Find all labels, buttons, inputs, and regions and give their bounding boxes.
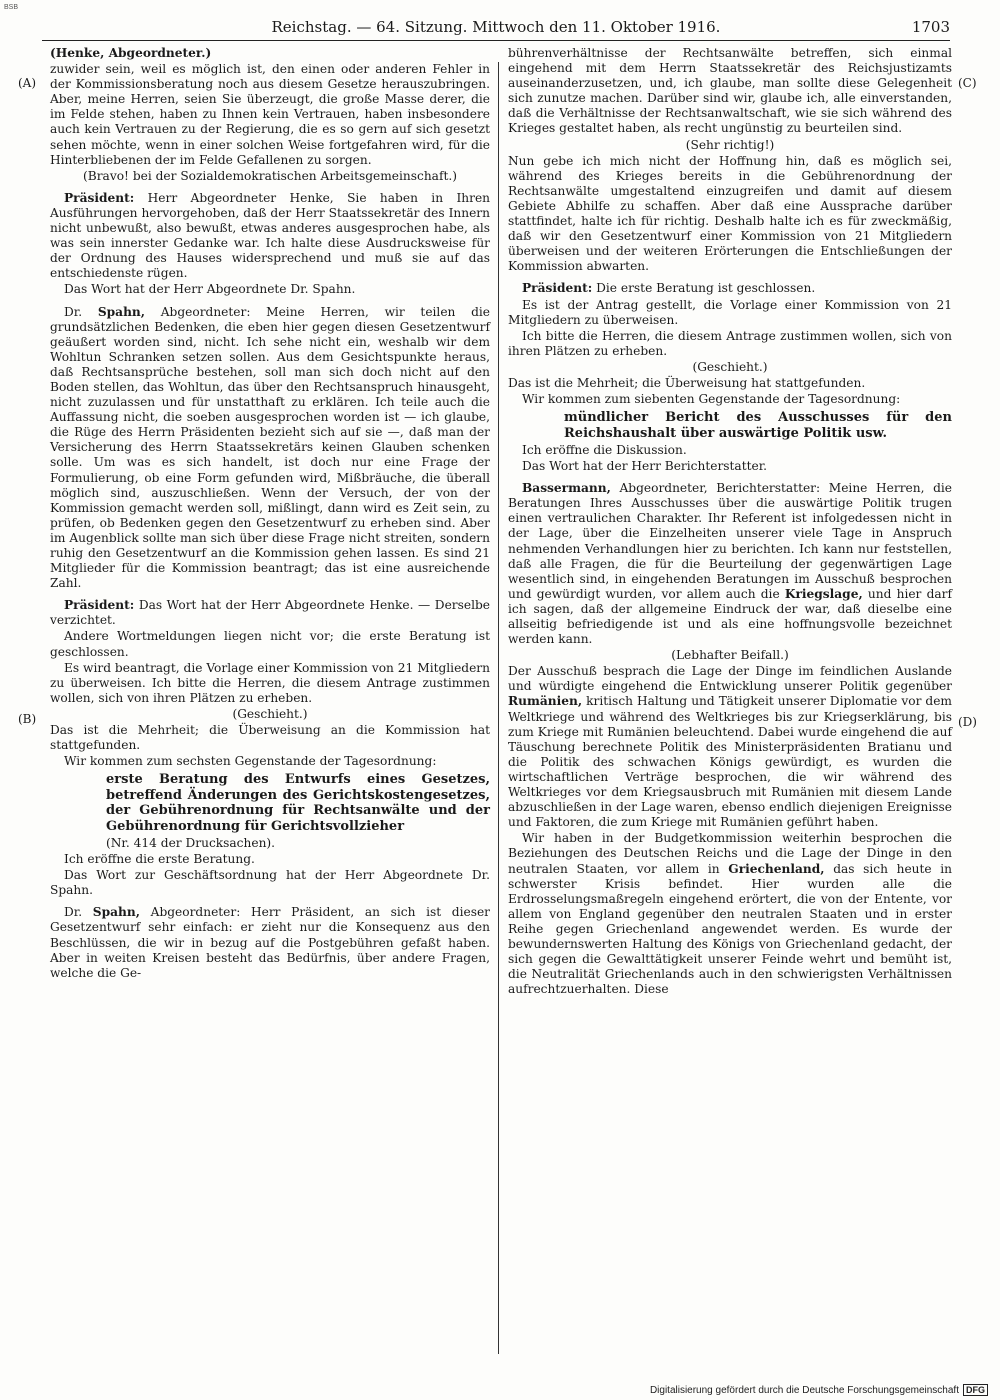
emphasis: Griechenland,: [728, 861, 825, 876]
paragraph: Ich eröffne die erste Beratung.: [64, 852, 255, 867]
agenda-heading: mündlicher Bericht des Ausschusses für den Reichshaushalt über auswärtige Politik usw.: [564, 410, 952, 441]
paragraph: Nun gebe ich mich nicht der Hoffnung hin, daß es möglich sei, während des Krieges bereits in die Gebührenordnung der Rechtsanwälte umgestaltend einzugreifen und damit auf diesem Gebiete Abhilfe zu schaffen. Aber daß eine Aussprache darüber stattfindet, halte ich für richtig. Deshalb halte ich es für zweckmäßig, daß wir den Gesetzentwurf einer Kommission von 21 Mitgliedern überweisen und der weiteren Erörterungen die Entschließungen der Kommission abwarten.: [508, 153, 952, 274]
paragraph: Wir kommen zum siebenten Gegenstande der Tagesordnung:: [522, 392, 901, 407]
speaker-name: Präsident:: [64, 598, 135, 613]
speaker-name: Spahn,: [92, 905, 140, 920]
paragraph: Das ist die Mehrheit; die Überweisung an die Kommission hat stattgefunden.: [50, 723, 490, 753]
speaker-name: Bassermann,: [522, 481, 611, 496]
library-watermark: BSB: [4, 4, 19, 11]
right-column: [508, 46, 952, 998]
paragraph: Präsident: Die erste Beratung ist geschlossen.: [522, 281, 816, 296]
emphasis: Rumänien,: [508, 694, 583, 709]
paragraph: Wir haben in der Budgetkommission weiterhin besprochen die Beziehungen des Deutschen Reichs und die Lage der Dinge in den neutralen Staaten, vor allem in Griechenland, das sich heute in schwerster Krisis befindet. Hier wurden alle die Erdrosselungsmaßregeln eingehend erörtert, die von der Entente, vor allem von England gegenüber den neutralen Staaten und in erster Reihe gegen Griechenland angewendet werden. Es wurde der bewundernswerten Haltung des Königs von Griechenland gedacht, der sich gegen die Gewalttätigkeit unserer Feinde wehrt und bemüht ist, die Neutralität Griechenlands auch in den schwierigsten Verhältnissen aufrechtzuerhalten. Diese: [508, 831, 953, 997]
paragraph: Der Ausschuß besprach die Lage der Dinge im feindlichen Auslande und würdigte eingehend die Entwicklung unserer Politik gegenüber Rumänien, kritisch Haltung und Tätigkeit unserer Diplomatie vor dem Weltkriege und während des Weltkrieges bis zur Kriegserklärung, bis zum Kriege mit Rumänien beleuchtend. Dabei wurde eingehend die auf Täuschung berechnete Politik des Ministerpräsidenten Bratianu und die Politik des schwachen Königs gewürdigt, es wurden die wirtschaftlichen Verträge besprochen, die wir während des Weltkrieges vor dem Kriegsausbruch mit Rumänien mit diesem Lande abzuschließen in der Lage waren, ebenso endlich diejenigen Ereignisse und Faktoren, die zum Kriege mit Rumänien geführt haben.: [508, 664, 952, 830]
agenda-heading: erste Beratung des Entwurfs eines Gesetzes, betreffend Änderungen des Gerichtskostengesetzes, der Gebührenordnung für Rechtsanwälte und der Gebührenordnung für Gerichtsvollzieher: [106, 772, 490, 834]
paragraph: bührenverhältnisse der Rechtsanwälte betreffen, sich einmal eingehend mit dem Herrn Staatssekretär des Reichsjustizamts auseinanderzusetzen, und, ich glaube, man sollte diese Gelegenheit sich zunutze machen. Darüber sind wir, glaube ich, alle einverstanden, daß die Verhältnisse der Rechtsanwaltschaft, wie sie sich während des Krieges gestaltet haben, als recht ungünstig zu beurteilen sind.: [508, 46, 952, 136]
margin-marker-c: (C): [958, 76, 977, 90]
paragraph: Wir kommen zum sechsten Gegenstande der Tagesordnung:: [64, 754, 437, 769]
paragraph: Das Wort hat der Herr Abgeordnete Dr. Spahn.: [64, 282, 356, 297]
paragraph: Andere Wortmeldungen liegen nicht vor; die erste Beratung ist geschlossen.: [50, 629, 490, 659]
footer-text: Digitalisierung gefördert durch die Deutsche Forschungsgemeinschaft: [649, 1384, 959, 1396]
paragraph: Dr. Spahn, Abgeordneter: Meine Herren, wir teilen die grundsätzlichen Bedenken, die eben hier gegen diesen Gesetzentwurf geäußert worden sind, nicht. Ich sehe nicht ein, weshalb wir dem Wohltun Schranken setzen sollen. Aus dem Gesichtspunkte heraus, daß Rechtsansprüche bestehen, soll man sich doch nicht auf den Boden stellen, das Wohltun, das über den Rechtsanspruch hinausgeht, nicht zuzulassen und für unstatthaft zu erklären. Ich teile auch die Auffassung nicht, die soeben ausgesprochen worden ist — ich glaube, die Rüge des Herrn Präsidenten bezieht sich auf sie —, daß man der Versicherung des Herrn Staatssekretärs keinen Glauben schenken solle. Um was es sich handelt, ist doch nur eine Frage der Formulierung, ob eine Form gefunden wird, Mißbräuche, die überall möglich sind, auszuschließen. Wenn der Versuch, der von der Kommission gemacht werden soll, mißlingt, dann wird es Zeit sein, zu prüfen, ob Bedenken gegen den Gesetzentwurf zu erheben sind. Aber im Augenblick sollte man sich über diese Frage nicht streiten, sondern ruhig den Gesetzentwurf an die Kommission gehen lassen. Es sind 21 Mitglieder für die Kommission beantragt; das ist eine ausreichende Zahl.: [50, 304, 491, 591]
paragraph: Es wird beantragt, die Vorlage einer Kommission von 21 Mitgliedern zu überweisen. Ich bitte die Herren, die diesem Antrage zustimmen wollen, sich von ihren Plätzen zu erheben.: [50, 660, 490, 705]
paragraph: Dr. Spahn, Abgeordneter: Herr Präsident, an sich ist dieser Gesetzentwurf sehr einfach: er zieht nur die Konsequenz aus den Beschlüssen, die wir in bezug auf die Postgebühren gefaßt haben. Aber in weiten Kreisen besteht das Bedürfnis, über andere Fragen, welche die Ge-: [50, 905, 491, 980]
paragraph: Präsident: Das Wort hat der Herr Abgeordnete Henke. — Derselbe verzichtet.: [50, 598, 490, 628]
speaker-continuation: (Henke, Abgeordneter.): [50, 46, 212, 60]
paragraph: Ich eröffne die Diskussion.: [522, 442, 687, 457]
speaker-name: Präsident:: [64, 190, 135, 205]
column-divider: [498, 62, 499, 1354]
left-column: [50, 46, 490, 982]
speaker-name: Spahn,: [97, 304, 146, 319]
margin-marker-b: (B): [18, 712, 37, 726]
dfg-logo: DFG: [963, 1384, 988, 1396]
paragraph: Das ist die Mehrheit; die Überweisung hat stattgefunden.: [508, 375, 866, 390]
interjection: (Bravo! bei der Sozialdemokratischen Arbeitsgemeinschaft.): [83, 168, 457, 183]
interjection: (Geschieht.): [232, 706, 308, 721]
paragraph: Ich bitte die Herren, die diesem Antrage zustimmen wollen, sich von ihren Plätzen zu erheben.: [508, 328, 952, 358]
margin-marker-d: (D): [958, 715, 977, 729]
paragraph: zuwider sein, weil es möglich ist, den einen oder anderen Fehler in der Kommissionsberatung noch aus diesem Gesetze herauszubringen. Aber, meine Herren, seien Sie überzeugt, die große Masse derer, die im Felde stehen, haben zu Ihnen kein Vertrauen, haben insbesondere auch kein Vertrauen zu der Regierung, die es so gern auf sich gesetzt sehen möchte, wenn in einer solchen Weise fortgefahren wird, für die Hinterbliebenen der im Felde Gefallenen zu sorgen.: [50, 62, 490, 167]
digitization-footer: [650, 1384, 988, 1396]
emphasis: Kriegslage,: [784, 586, 863, 601]
paragraph: Bassermann, Abgeordneter, Berichterstatter: Meine Herren, die Beratungen Ihres Ausschusses über die auswärtige Politik trugen einen vertraulichen Charakter. Ihr Referent ist infolgedessen nicht in der Lage, über die Einzelheiten unserer viele Tage in Anspruch nehmenden Verhandlungen hier zu berichten. Ich kann nur feststellen, daß alle Fragen, die für die Beurteilung der gegenwärtigen Lage wesentlich sind, in eingehenden Beratungen im Ausschuß besprochen und gewürdigt wurden, vor allem auch die Kriegslage, und hier darf ich sagen, daß der allgemeine Eindruck der war, daß dieselbe eine allseitig befriedigende ist und als eine hoffnungsvolle bezeichnet werden kann.: [508, 481, 953, 647]
paragraph: Das Wort zur Geschäftsordnung hat der Herr Abgeordnete Dr. Spahn.: [50, 868, 490, 898]
page-header: [42, 14, 950, 36]
agenda-note: (Nr. 414 der Drucksachen).: [106, 835, 276, 850]
margin-marker-a: (A): [18, 76, 37, 90]
paragraph: Präsident: Herr Abgeordneter Henke, Sie haben in Ihren Ausführungen hervorgehoben, daß der Herr Staatssekretär des Innern nicht unbewußt, also bewußt, etwas anderes ausgesprochen habe, als was sein innerster Gedanke war. Ich halte diese Ausdrucksweise für der Ordnung des Hauses widersprechend und muß sie auf das entschiedenste rügen.: [50, 190, 491, 281]
page-number: 1703: [911, 18, 950, 36]
interjection: (Sehr richtig!): [685, 137, 775, 152]
paragraph: Es ist der Antrag gestellt, die Vorlage einer Kommission von 21 Mitgliedern zu überweisen.: [508, 297, 952, 327]
speaker-name: Präsident:: [522, 281, 593, 296]
header-rule: [42, 40, 950, 41]
interjection: (Geschieht.): [692, 359, 768, 374]
page-title: Reichstag. — 64. Sitzung. Mittwoch den 11. Oktober 1916.: [271, 18, 721, 36]
interjection: (Lebhafter Beifall.): [671, 648, 789, 663]
paragraph: Das Wort hat der Herr Berichterstatter.: [522, 459, 768, 474]
